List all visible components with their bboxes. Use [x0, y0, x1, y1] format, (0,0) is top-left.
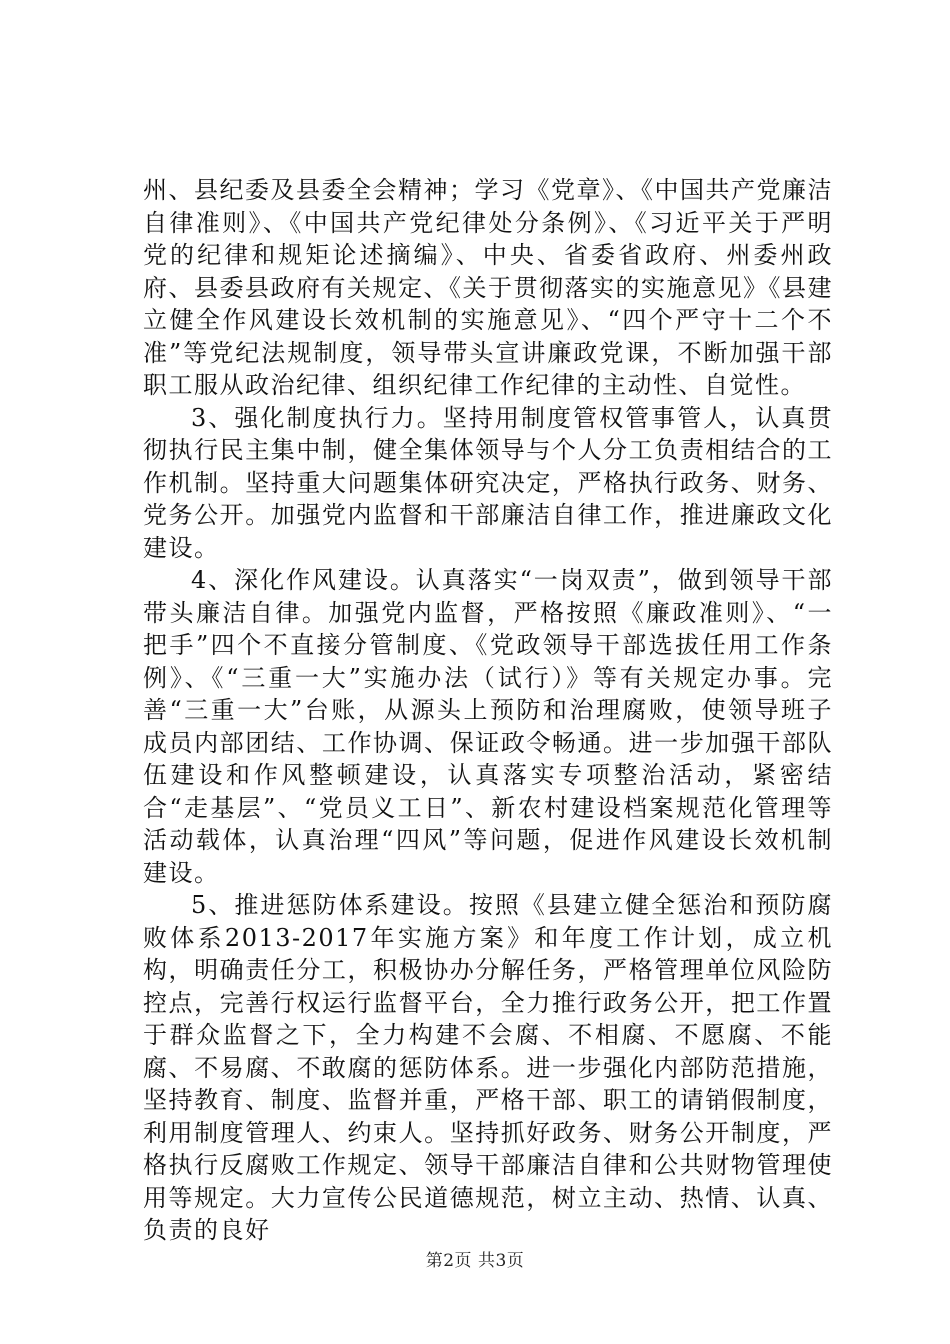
document-body — [143, 174, 833, 1247]
paragraph-continuation: 州、县纪委及县委全会精神；学习《党章》、《中国共产党廉洁自律准则》、《中国共产党纪律处分条例》、《习近平关于严明党的纪律和规矩论述摘编》、中央、省委省政府、州委州政府、县委县政府有关规定、《关于贯彻落实的实施意见》《县建立健全作风建设长效机制的实施意见》、“四个严守十二个不准”等党纪法规制度，领导带头宣讲廉政党课，不断加强干部职工服从政治纪律、组织纪律工作纪律的主动性、自觉性。 — [143, 176, 833, 399]
paragraph-item-3: 3、强化制度执行力。坚持用制度管权管事管人，认真贯彻执行民主集中制，健全集体领导与个人分工负责相结合的工作机制。坚持重大问题集体研究决定，严格执行政务、财务、党务公开。加强党内监督和干部廉洁自律工作，推进廉政文化建设。 — [143, 403, 833, 562]
page-number-footer: 第2页 共3页 — [425, 1251, 525, 1271]
paragraph-item-4: 4、深化作风建设。认真落实“一岗双责”，做到领导干部带头廉洁自律。加强党内监督，严格按照《廉政准则》、“一把手”四个不直接分管制度、《党政领导干部选拔任用工作条例》、《“三重一大”实施办法（试行）》等有关规定办事。完善“三重一大”台账，从源头上预防和治理腐败，使领导班子成员内部团结、工作协调、保证政令畅通。进一步加强干部队伍建设和作风整顿建设，认真落实专项整治活动，紧密结合“走基层”、“党员义工日”、新农村建设档案规范化管理等活动载体，认真治理“四风”等问题，促进作风建设长效机制建设。 — [143, 566, 833, 887]
paragraph-item-5: 5、推进惩防体系建设。按照《县建立健全惩治和预防腐败体系2013-2017年实施方案》和年度工作计划，成立机构，明确责任分工，积极协办分解任务，严格管理单位风险防控点，完善行权运行监督平台，全力推行政务公开，把工作置于群众监督之下，全力构建不会腐、不相腐、不愿腐、不能腐、不易腐、不敢腐的惩防体系。进一步强化内部防范措施，坚持教育、制度、监督并重，严格干部、职工的请销假制度，利用制度管理人、约束人。坚持抓好政务、财务公开制度，严格执行反腐败工作规定、领导干部廉洁自律和公共财物管理使用等规定。大力宣传公民道德规范，树立主动、热情、认真、负责的良好 — [143, 891, 833, 1244]
